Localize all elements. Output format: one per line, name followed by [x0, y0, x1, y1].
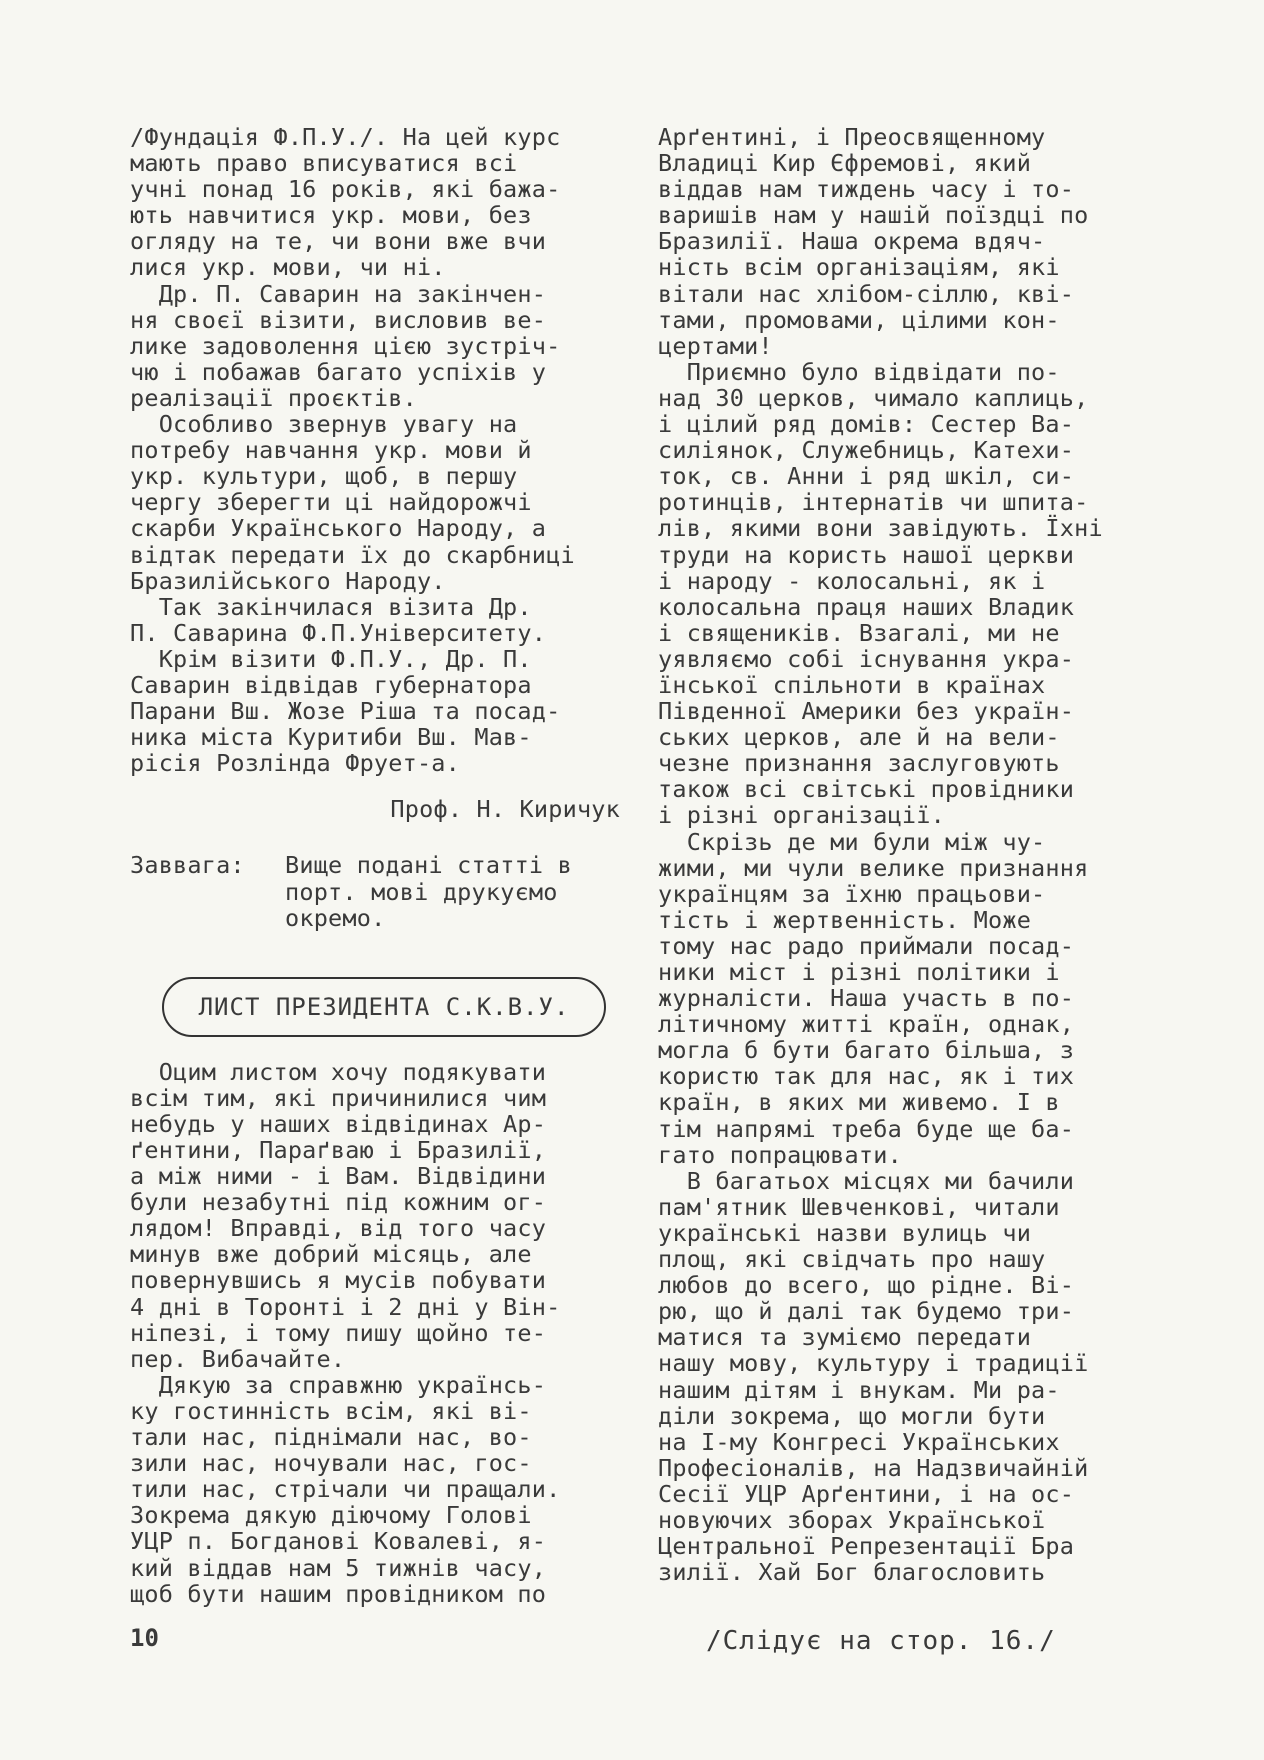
text-line: мають право вписуватися всі [130, 149, 518, 178]
letter-line: пер. Вибачайте. [130, 1344, 346, 1373]
letter-line: Зокрема дякую діючому Голові [130, 1501, 532, 1530]
text-line: ня своєї візити, висловив ве- [130, 305, 547, 334]
note-text [285, 852, 615, 930]
note-line: окремо. [285, 903, 386, 932]
letter-heading-text: ЛИСТ ПРЕЗИДЕНТА С.К.В.У. [198, 992, 570, 1021]
letter-line: зили нас, ночували нас, гос- [130, 1449, 532, 1478]
letter-line: Скрізь де ми були між чу- [658, 827, 1046, 856]
text-line: рісія Розлінда Фрует-а. [130, 749, 461, 778]
text-line: скарби Українського Народу, а [130, 514, 547, 543]
letter-line: на І-му Конгресі Українських [658, 1427, 1060, 1456]
text-line: потребу навчання укр. мови й [130, 436, 532, 465]
note-line: порт. мові друкуємо [285, 877, 558, 906]
letter-line: українські назви вулиць чи [658, 1218, 1032, 1247]
letter-line: діли зокрема, що могли бути [658, 1401, 1046, 1430]
letter-line: минув вже добрий місяць, але [130, 1240, 532, 1269]
letter-line: ніпезі, і тому пишу щойно те- [130, 1318, 547, 1347]
letter-line: і народу - колосальні, як і [658, 566, 1046, 595]
letter-line: Арґентині, і Преосвященному [658, 123, 1046, 151]
text-line: Парани Вш. Жозе Ріша та посад- [130, 697, 561, 726]
letter-line: Сесії УЦР Арґентини, і на ос- [658, 1479, 1075, 1508]
continued-note: /Слідує на стор. 16./ [706, 1626, 1056, 1656]
letter-line: ток, св. Анни і ряд шкіл, си- [658, 462, 1075, 491]
letter-heading [162, 977, 606, 1037]
text-line: укр. культури, щоб, в першу [130, 462, 518, 491]
letter-line: українцям за їхню працьови- [658, 879, 1046, 908]
text-line: учні понад 16 років, які бажа- [130, 175, 561, 204]
letter-line: небудь у наших відвідинах Ар- [130, 1109, 547, 1138]
text-line: П. Саварина Ф.П.Університету. [130, 618, 547, 647]
text-line: Так закінчилася візита Др. [130, 592, 532, 621]
letter-line: щоб бути нашим провідником по [130, 1579, 547, 1608]
note-label: Заввага: [130, 851, 245, 880]
letter-line: могла б бути багато більша, з [658, 1036, 1075, 1065]
letter-line: всім тим, які причинилися чим [130, 1083, 547, 1112]
text-line: лике задоволення цією зустріч- [130, 331, 561, 360]
text-line: реалізації проєктів. [130, 383, 417, 412]
letter-line: і священиків. Взагалі, ми не [658, 618, 1060, 647]
letter-line: тали нас, піднімали нас, во- [130, 1423, 532, 1452]
letter-line: Оцим листом хочу подякувати [130, 1057, 547, 1086]
letter-line: силіянок, Служебниць, Катехи- [658, 436, 1075, 465]
text-line: Крім візити Ф.П.У., Др. П. [130, 644, 532, 673]
letter-line: і цілий ряд домів: Сестер Ва- [658, 410, 1075, 439]
text-line: огляду на те, чи вони вже вчи [130, 227, 547, 256]
text-line: ють навчитися укр. мови, без [130, 201, 532, 230]
letter-line: тому нас радо приймали посад- [658, 931, 1075, 960]
right-column [658, 124, 1150, 1585]
letter-line: ротинців, інтернатів чи шпита- [658, 488, 1089, 517]
letter-line: Приємно було відвідати по- [658, 357, 1060, 386]
letter-line: ники міст і різні політики і [658, 958, 1060, 986]
text-line: Особливо звернув увагу на [130, 410, 518, 439]
letter-line: тість і жертвенність. Може [658, 905, 1032, 934]
letter-line: Центральної Репрезентації Бра [658, 1532, 1075, 1561]
text-line: чергу зберегти ці найдорожчі [130, 488, 532, 517]
letter-line: УЦР п. Богданові Ковалеві, я- [130, 1527, 547, 1556]
letter-line: В багатьох місцях ми бачили [658, 1166, 1075, 1195]
letter-line: новуючих зборах Української [658, 1505, 1046, 1534]
letter-line: над 30 церков, чимало каплиць, [658, 383, 1089, 412]
text-line: Саварин відвідав губернатора [130, 670, 532, 699]
text-line: ника міста Куритиби Вш. Мав- [130, 723, 532, 752]
letter-line: зилії. Хай Бог благословить [658, 1558, 1046, 1587]
letter-line: лів, якими вони завідують. Їхні [658, 514, 1103, 543]
letter-line: гато попрацювати. [658, 1140, 902, 1169]
letter-line: Бразилії. Наша окрема вдяч- [658, 227, 1046, 256]
author-signature: Проф. Н. Киричук [390, 795, 620, 824]
letter-line: ність всім організаціям, які [658, 253, 1060, 282]
letter-line: а між ними - і Вам. Відвідини [130, 1162, 547, 1191]
text-line: Бразилійського Народу. [130, 566, 446, 595]
letter-line: уявляємо собі існування укра- [658, 644, 1075, 673]
text-line: Др. П. Саварин на закінчен- [130, 279, 547, 308]
letter-line: журналісти. Наша участь в по- [658, 984, 1075, 1013]
letter-line: тами, промовами, цілими кон- [658, 305, 1060, 334]
letter-line: площ, які свідчать про нашу [658, 1245, 1046, 1274]
letter-line: нашу мову, культуру і традиції [658, 1349, 1089, 1378]
text-line: чю і побажав багато успіхів у [130, 357, 547, 386]
letter-line: їнської спільноти в країнах [658, 670, 1046, 699]
letter-line: користю так для нас, як і тих [658, 1062, 1075, 1091]
letter-line: ку гостинність всім, які ві- [130, 1396, 532, 1425]
letter-line: колосальна праця наших Владик [658, 592, 1075, 621]
left-column [130, 124, 620, 1607]
letter-line: і різні організації. [658, 801, 945, 830]
text-line: /Фундація Ф.П.У./. На цей курс [130, 123, 561, 151]
letter-line: Дякую за справжню українсь- [130, 1370, 547, 1399]
letter-line: труди на користь нашої церкви [658, 540, 1075, 569]
letter-line: варишів нам у нашій поїздці по [658, 201, 1089, 230]
letter-line: цертами! [658, 331, 773, 360]
editor-note [130, 852, 620, 930]
letter-line: віддав нам тиждень часу і то- [658, 175, 1075, 204]
left-article-text [130, 124, 620, 776]
letter-line: любов до всего, що рідне. Ві- [658, 1271, 1075, 1300]
text-line: відтак передати їх до скарбниці [130, 540, 575, 569]
letter-line: Владиці Кир Єфремові, який [658, 149, 1032, 178]
letter-text-left [130, 1059, 620, 1607]
note-line: Вище подані статті в [285, 851, 572, 880]
letter-line: тили нас, стрічали чи пращали. [130, 1475, 561, 1504]
letter-line: літичному житті країн, однак, [658, 1010, 1075, 1039]
letter-line: матися та зуміємо передати [658, 1323, 1032, 1352]
text-line: лися укр. мови, чи ні. [130, 253, 446, 282]
letter-line: рю, що й далі так будемо три- [658, 1297, 1075, 1326]
letter-line: жими, ми чули велике признання [658, 853, 1089, 882]
letter-line: Південної Америки без україн- [658, 697, 1075, 726]
letter-line: повернувшись я мусів побувати [130, 1266, 547, 1295]
page-number: 10 [130, 1624, 159, 1652]
letter-line: вітали нас хлібом-сіллю, кві- [658, 279, 1075, 308]
letter-line: чезне признання заслуговують [658, 749, 1060, 778]
letter-line: 4 дні в Торонті і 2 дні у Він- [130, 1292, 561, 1321]
letter-line: кий віддав нам 5 тижнів часу, [130, 1553, 547, 1582]
letter-line: лядом! Вправді, від того часу [130, 1214, 547, 1243]
letter-line: були незабутні під кожним ог- [130, 1188, 547, 1217]
letter-line: тім напрямі треба буде ще ба- [658, 1114, 1075, 1143]
letter-line: ських церков, але й на вели- [658, 723, 1060, 752]
letter-line: країн, в яких ми живемо. І в [658, 1088, 1060, 1117]
letter-line: пам'ятник Шевченкові, читали [658, 1192, 1060, 1221]
letter-line: Професіоналів, на Надзвичайній [658, 1453, 1089, 1482]
letter-line: також всі світські провідники [658, 775, 1075, 804]
letter-line: ґентини, Параґваю і Бразилії, [130, 1136, 547, 1164]
letter-line: нашим дітям і внукам. Ми ра- [658, 1375, 1060, 1404]
